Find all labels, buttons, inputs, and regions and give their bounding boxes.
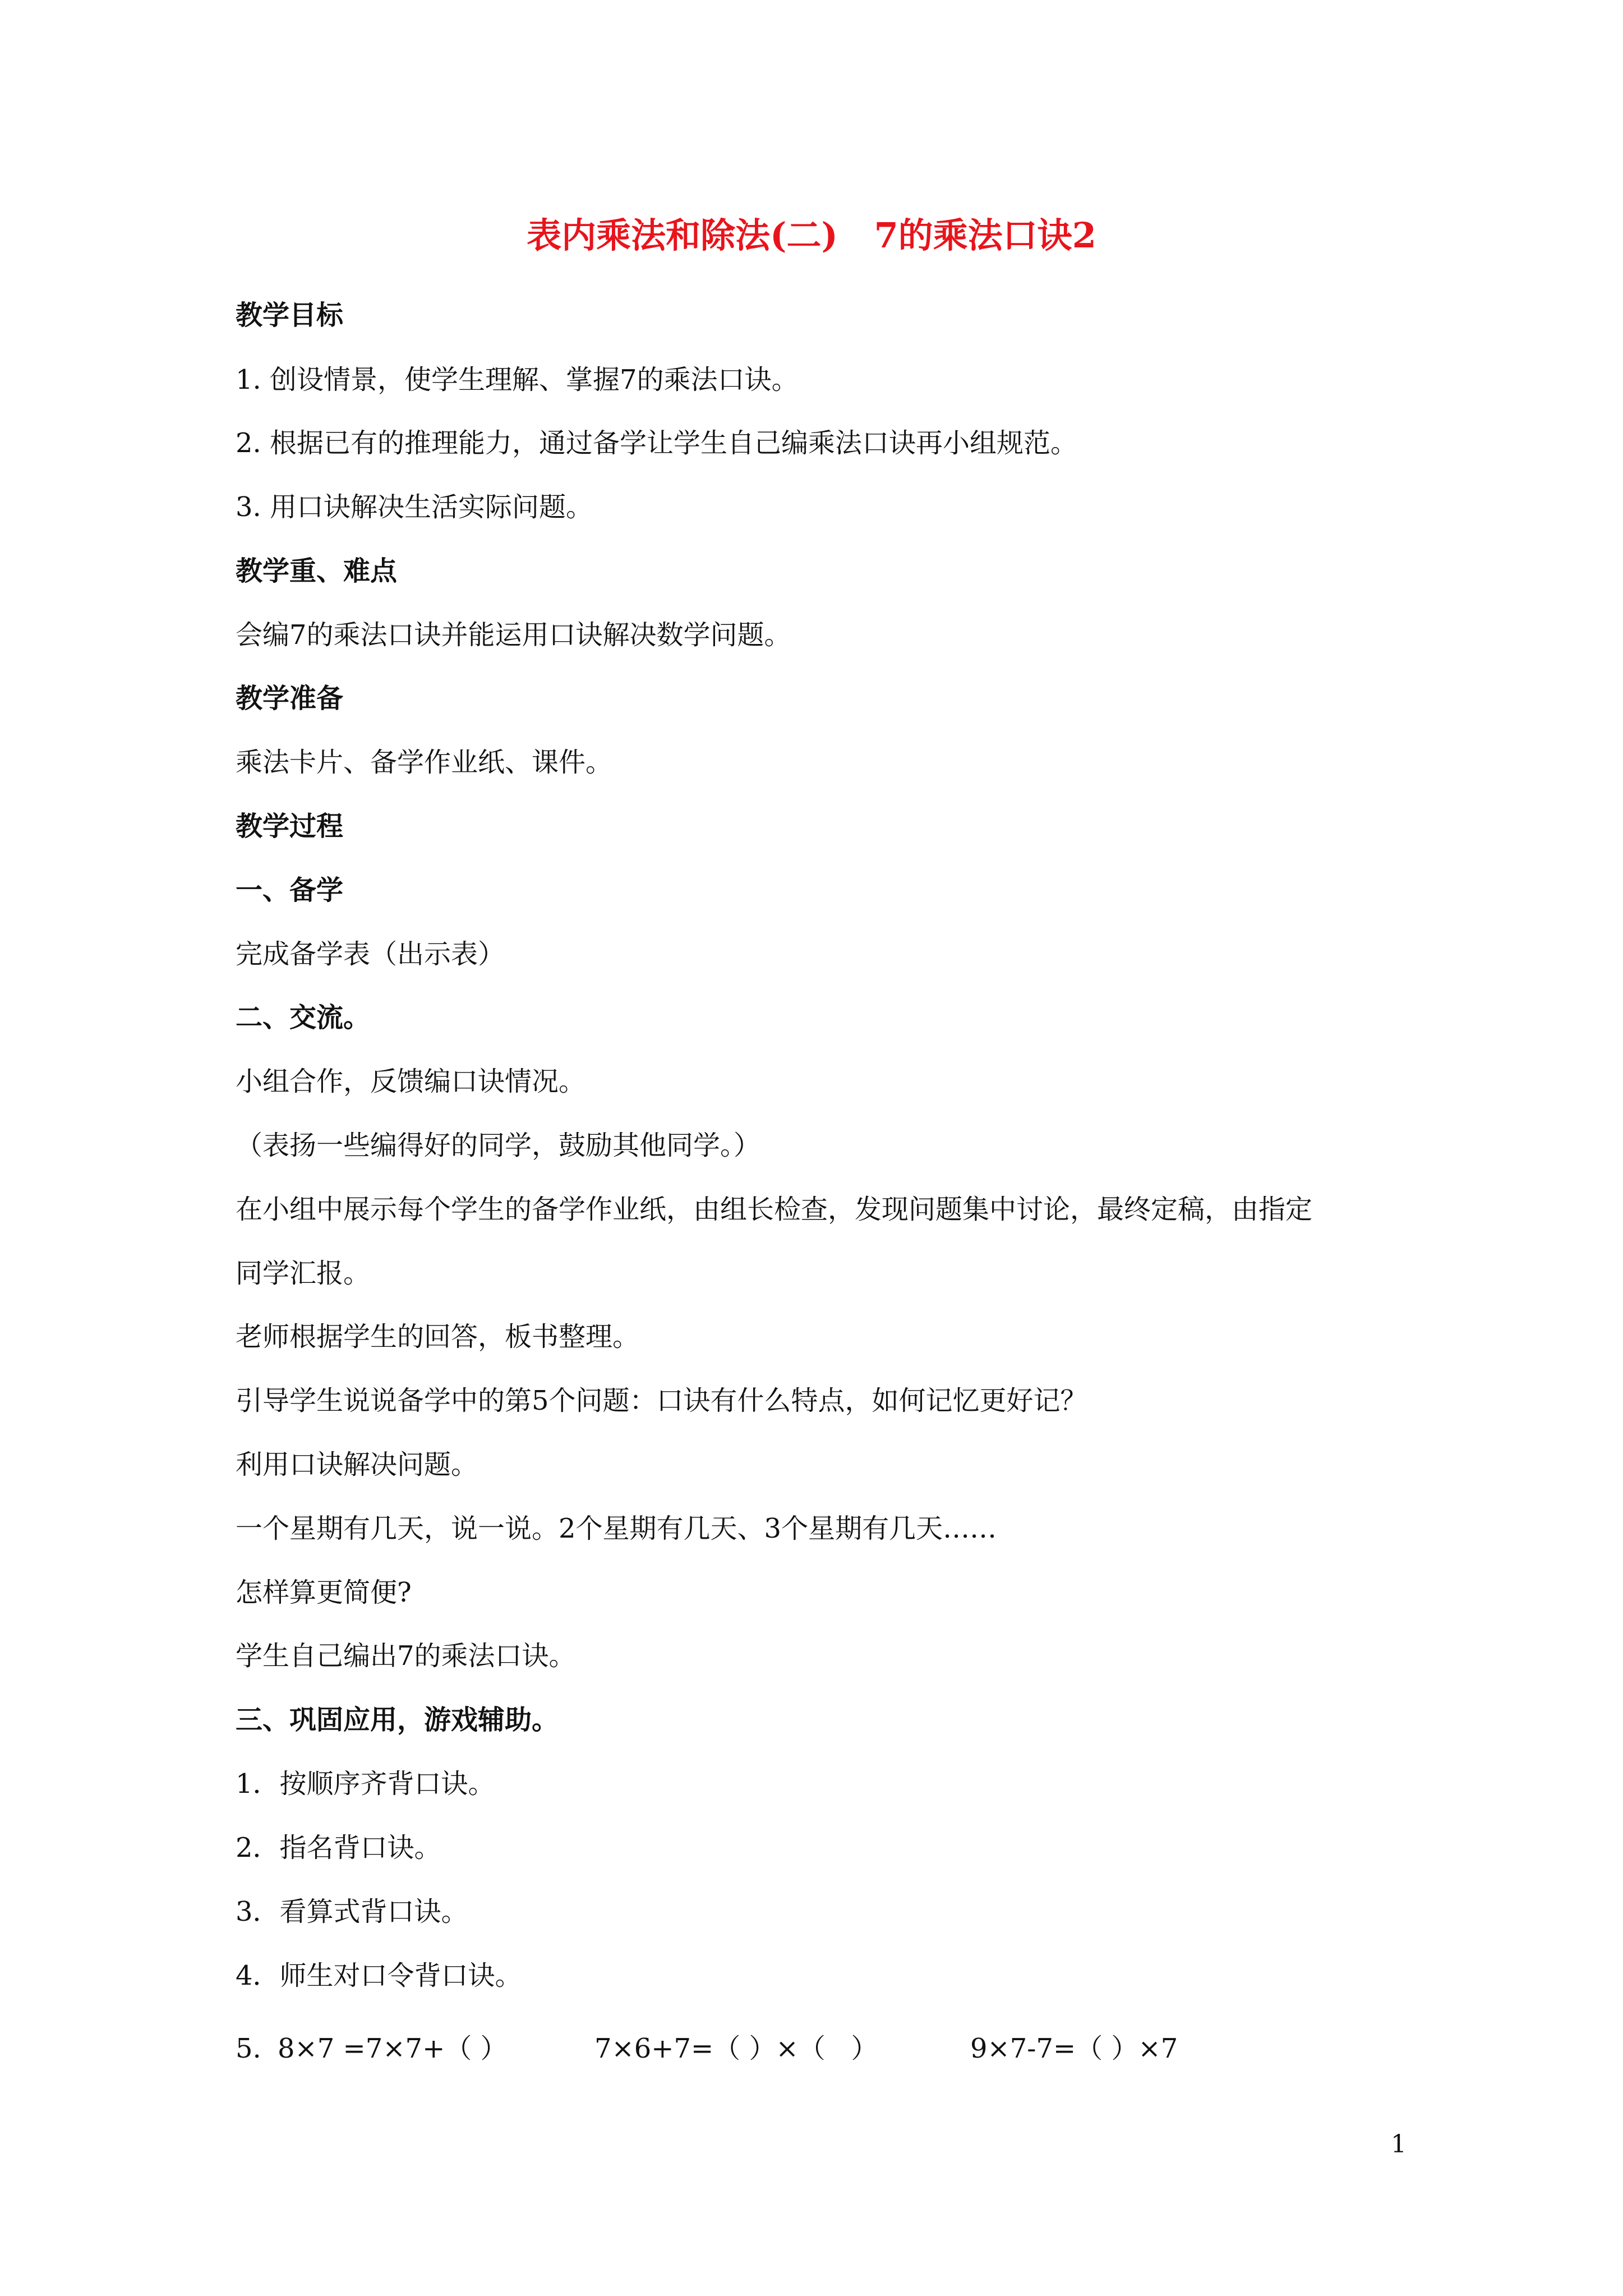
formula-a: 8×7 =7×7+（ ） [278,2033,508,2064]
keypoints-heading: 教学重、难点 [236,555,398,587]
part2-paragraph-1: 小组合作，反馈编口诀情况。 [236,1066,586,1097]
part2-paragraph-7: 一个星期有几天，说一说。2个星期有几天、3个星期有几天…… [236,1513,997,1544]
part3-item-5 [236,2031,1413,2067]
goal-item-3: 3. 用口诀解决生活实际问题。 [236,491,593,523]
part1-heading: 一、备学 [236,875,344,906]
goals-heading: 教学目标 [236,300,344,331]
goal-item-2: 2. 根据已有的推理能力，通过备学让学生自己编乘法口诀再小组规范。 [236,427,1078,459]
part2-paragraph-9: 学生自己编出7的乘法口诀。 [236,1640,576,1672]
prep-text: 乘法卡片、备学作业纸、课件。 [236,747,613,778]
part3-item-5-number: 5. [236,2033,261,2064]
part2-paragraph-3-line-1: 在小组中展示每个学生的备学作业纸，由组长检查，发现问题集中讨论，最终定稿，由指定 [236,1194,1313,1225]
process-heading: 教学过程 [236,811,344,842]
formula-b: 7×6+7=（ ）×（ ） [594,2033,878,2064]
keypoints-text: 会编7的乘法口诀并能运用口诀解决数学问题。 [236,619,791,651]
formula-c: 9×7-7=（ ）×7 [970,2033,1178,2064]
part3-item-3: 3．看算式背口诀。 [236,1896,468,1927]
part2-paragraph-4: 老师根据学生的回答，板书整理。 [236,1321,640,1352]
part1-text: 完成备学表（出示表） [236,938,505,970]
document-title: 表内乘法和除法(二) 7的乘法口诀2 [527,215,1096,256]
part2-paragraph-2: （表扬一些编得好的同学，鼓励其他同学。） [236,1130,761,1161]
part2-paragraph-5: 引导学生说说备学中的第5个问题：口诀有什么特点，如何记忆更好记？ [236,1385,1087,1416]
part3-item-2: 2．指名背口诀。 [236,1832,441,1864]
part3-heading: 三、巩固应用，游戏辅助。 [236,1704,559,1736]
goal-item-1: 1. 创设情景，使学生理解、掌握7的乘法口诀。 [236,364,799,395]
part3-item-1: 1．按顺序齐背口诀。 [236,1768,495,1800]
page-number: 1 [1391,2130,1407,2159]
part2-paragraph-8: 怎样算更简便? [236,1577,412,1608]
part2-heading: 二、交流。 [236,1002,371,1033]
part2-paragraph-6: 利用口诀解决问题。 [236,1449,478,1480]
part2-paragraph-3-line-2: 同学汇报。 [236,1258,371,1289]
prep-heading: 教学准备 [236,683,344,714]
part3-item-4: 4．师生对口令背口诀。 [236,1960,522,1991]
